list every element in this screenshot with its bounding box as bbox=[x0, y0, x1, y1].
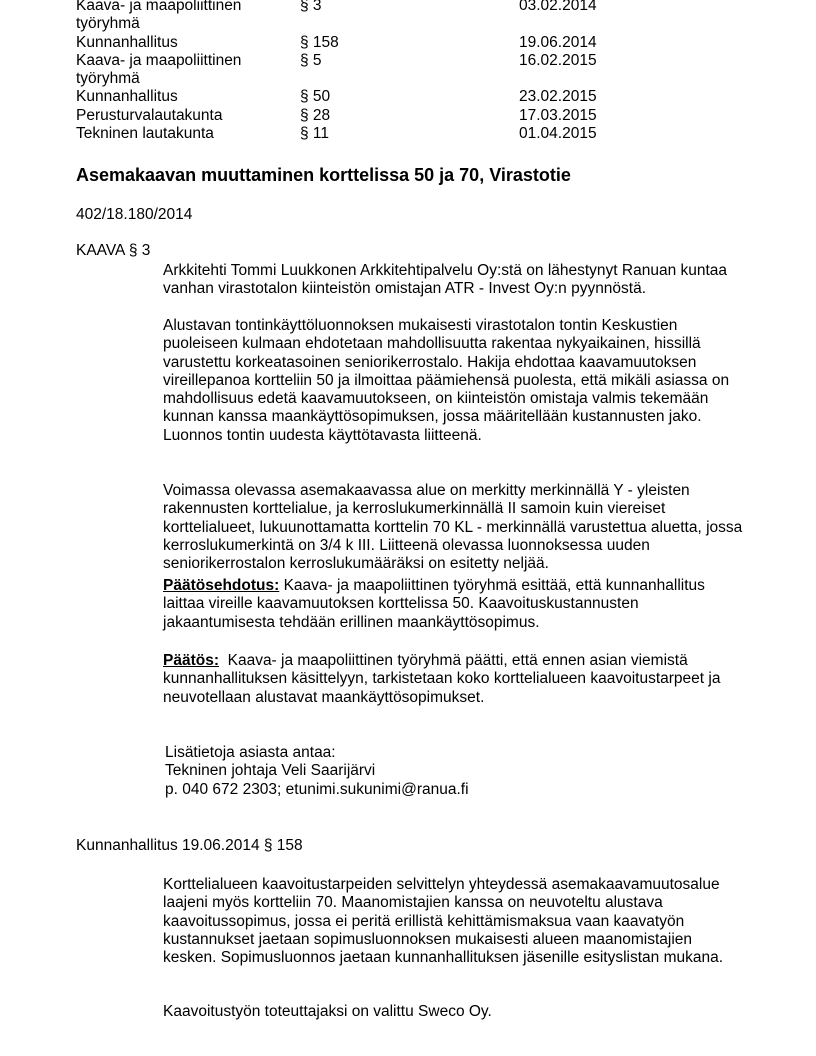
board-paragraph-consultant: Kaavoitustyön toteuttajaksi on valittu Sweco Oy. bbox=[163, 1003, 492, 1020]
history-row bbox=[76, 88, 636, 106]
diary-number: 402/18.180/2014 bbox=[76, 206, 193, 223]
contact-person: Tekninen johtaja Veli Saarijärvi bbox=[165, 762, 376, 780]
history-row bbox=[76, 34, 636, 52]
history-paragraph: § 5 bbox=[300, 51, 322, 69]
history-body: Kunnanhallitus bbox=[76, 33, 178, 51]
history-date: 03.02.2014 bbox=[519, 0, 597, 14]
decision-proposal bbox=[163, 577, 743, 632]
history-body: Kaava- ja maapoliittinen työryhmä bbox=[76, 51, 242, 88]
processing-history-table bbox=[76, 0, 636, 143]
decision-proposal-text: Kaava- ja maapoliittinen työryhmä esittää, että kunnanhallitus laittaa vireille kaavamuutoksen korttelissa 50. Kaavoituskustannusten jakaantumisesta tehdään erillinen maankäyttösopimus. bbox=[163, 577, 705, 631]
history-row bbox=[76, 125, 636, 143]
decision bbox=[163, 652, 743, 707]
history-row bbox=[76, 0, 636, 34]
history-row bbox=[76, 107, 636, 125]
history-date: 16.02.2015 bbox=[519, 51, 597, 69]
item-title: Asemakaavan muuttaminen korttelissa 50 ja 70, Virastotie bbox=[76, 165, 571, 185]
section-label: KAAVA § 3 bbox=[76, 242, 151, 259]
history-body: Tekninen lautakunta bbox=[76, 125, 214, 143]
history-paragraph: § 28 bbox=[300, 106, 331, 124]
history-date: 01.04.2015 bbox=[519, 125, 597, 143]
history-paragraph: § 11 bbox=[300, 125, 330, 143]
history-paragraph: § 50 bbox=[300, 88, 331, 106]
history-body: Kunnanhallitus bbox=[76, 88, 178, 106]
board-paragraph: Korttelialueen kaavoitustarpeiden selvittelyn yhteydessä asemakaavamuutosalue laajeni myös kortteliin 70. Maanomistajien kanssa on neuvoteltu alustava kaavoitussopimus, jossa ei peritä erillistä kehittämismaksua vaan kaavatyön kustannukset jaetaan sopimusluonnoksen mukaisesti alueen maanomistajien kesken. Sopimusluonnos jaetaan kunnanhallituksen jäsenille esityslistan mukana. bbox=[163, 876, 724, 967]
history-body: Perusturvalautakunta bbox=[76, 106, 223, 124]
decision-text: Kaava- ja maapoliittinen työryhmä päätti, että ennen asian viemistä kunnanhallituksen käsittelyyn, tarkistetaan koko korttelialueen kaavoitustarpeet ja neuvotellaan alustavat maankäyttösopimukset. bbox=[163, 652, 725, 706]
history-row bbox=[76, 52, 636, 89]
paragraph-intro: Arkkitehti Tommi Luukkonen Arkkitehtipalvelu Oy:stä on lähestynyt Ranuan kuntaa vanhan virastotalon kiinteistön omistajan ATR - Invest Oy:n pyynnöstä. bbox=[163, 262, 728, 298]
history-paragraph: § 3 bbox=[300, 0, 322, 14]
contact-intro: Lisätietoja asiasta antaa: bbox=[165, 744, 336, 761]
contact-info bbox=[165, 744, 469, 799]
paragraph-draft: Alustavan tontinkäyttöluonnoksen mukaisesti virastotalon tontin Keskustien puoleiseen kulmaan ehdotetaan mahdollisuutta rakentaa nykyaikainen, hissillä varustettu korkeatasoinen seniorikerrostalo. Hakija ehdottaa kaavamuutoksen vireillepanoa kortteliin 50 ja ilmoittaa päämiehensä puolesta, että mikäli asiassa on mahdollisuus edetä kaavamuutokseen, on kiinteistön omistaja valmis tekemään kunnan kanssa maankäyttösopimuksen, jossa määritellään kustannusten jako. Luonnos tontin uudesta käyttötavasta liitteenä. bbox=[163, 317, 730, 444]
paragraph-current-plan: Voimassa olevassa asemakaavassa alue on merkitty merkinnällä Y - yleisten rakennusten korttelialue, ja kerroslukumerkinnällä II samoin kuin viereiset korttelialueet, lukuunottamatta korttelin 70 KL - merkinnällä varustettua aluetta, jossa kerroslukumerkintä on 3/4 k III. Liitteenä olevassa luonnoksessa uuden seniorikerrostalon kerroslukumääräksi on esitetty neljää. bbox=[163, 482, 743, 573]
history-paragraph: § 158 bbox=[300, 33, 339, 51]
decision-proposal-label: Päätösehdotus: bbox=[163, 577, 280, 594]
contact-details: p. 040 672 2303; etunimi.sukunimi@ranua.fi bbox=[165, 780, 469, 798]
history-body: Kaava- ja maapoliittinen työryhmä bbox=[76, 0, 242, 33]
history-date: 19.06.2014 bbox=[519, 33, 597, 51]
history-date: 23.02.2015 bbox=[519, 88, 597, 106]
board-heading: Kunnanhallitus 19.06.2014 § 158 bbox=[76, 837, 303, 854]
history-date: 17.03.2015 bbox=[519, 106, 597, 124]
decision-label: Päätös: bbox=[163, 652, 219, 669]
